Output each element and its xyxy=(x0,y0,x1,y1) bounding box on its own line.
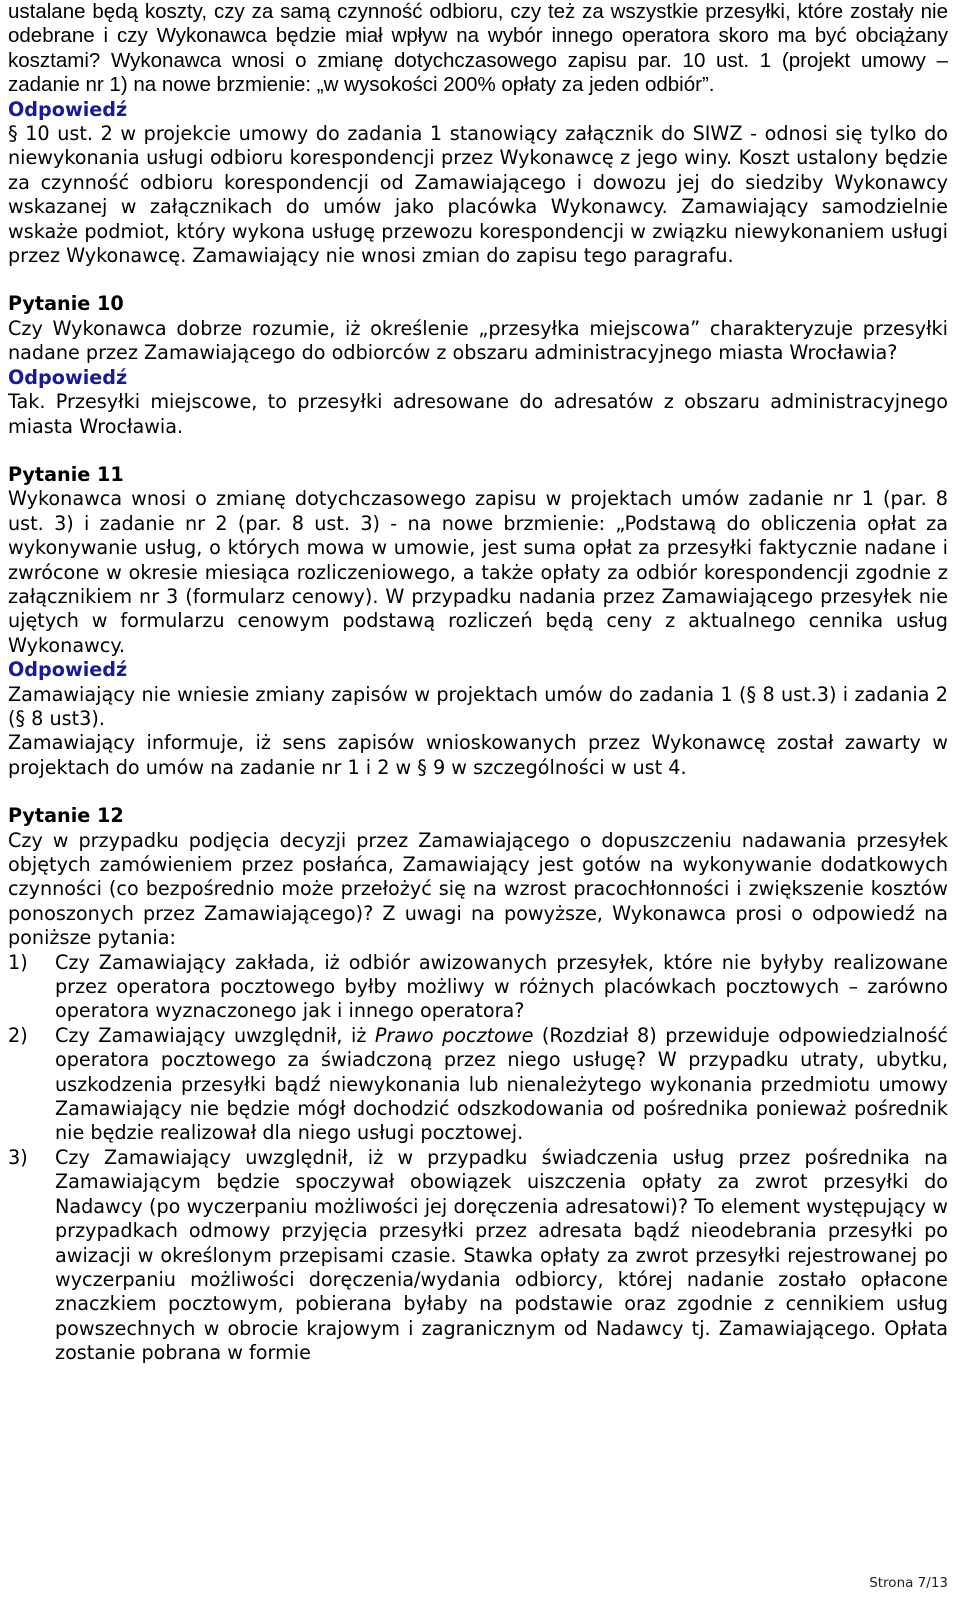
question-text: Czy Wykonawca dobrze rozumie, iż określenie „przesyłka miejscowa” charakteryzuje przesyłki nadane przez Zamawiającego do odbiorców z obszaru administracyjnego miasta Wrocławia? xyxy=(8,316,948,365)
list-item-number: 1) xyxy=(8,950,28,974)
question-10-section xyxy=(8,292,948,438)
list-item-text xyxy=(55,1024,948,1146)
list-item xyxy=(8,1024,948,1146)
list-item-number: 2) xyxy=(8,1023,28,1047)
list-item-text-end: (Rozdział 8) przewiduje odpowiedzialność operatora pocztowego za świadczoną przez niego usługę? W przypadku utraty, ubytku, uszkodzenia przesyłki bądź niewykonania lub nienależytego wykonania przedmiotu umowy Zamawiający nie będzie mógł dochodzić odszkodowania od pośrednika ponieważ pośrednik nie będzie realizował dla niego usługi pocztowej. xyxy=(55,1023,948,1145)
page-number: Strona 7/13 xyxy=(869,1574,948,1591)
question-title: Pytanie 10 xyxy=(8,292,124,316)
question-12-section xyxy=(8,804,948,1365)
answer-label: Odpowiedź xyxy=(8,97,128,121)
answer-label: Odpowiedź xyxy=(8,365,128,389)
law-name-italic: Prawo pocztowe xyxy=(374,1023,534,1047)
list-item-number: 3) xyxy=(8,1145,28,1169)
answer-paragraph: Tak. Przesyłki miejscowe, to przesyłki adresowane do adresatów z obszaru administracyjnego miasta Wrocławia. xyxy=(8,390,948,438)
list-item xyxy=(8,951,948,1024)
question-title: Pytanie 12 xyxy=(8,804,124,828)
answer-paragraph: § 10 ust. 2 w projekcie umowy do zadania 1 stanowiący załącznik do SIWZ - odnosi się tylko do niewykonania usługi odbioru korespondencji przez Wykonawcę z jego winy. Koszt ustalony będzie za czynność odbioru korespondencji od Zamawiającego i dowozu jej do siedziby Wykonawcy wskazanej w załącznikach do umów jako placówka Wykonawcy. Zamawiający samodzielnie wskaże podmiot, który wykona usługę przewozu korespondencji w związku niewykonaniem usługi przez Wykonawcę. Zamawiający nie wnosi zmian do zapisu tego paragrafu. xyxy=(8,122,948,268)
intro-paragraph: ustalane będą koszty, czy za samą czynność odbioru, czy też za wszystkie przesyłki, które zostały nie odebrane i czy Wykonawca będzie miał wpływ na wybór innego operatora skoro ma być obciążany kosztami? Wykonawca wnosi o zmianę dotychczasowego zapisu par. 10 ust. 1 (projekt umowy – zadanie nr 1) na nowe brzmienie: „w wysokości 200% opłaty za jeden odbiór”. xyxy=(8,0,948,97)
question-text: Czy w przypadku podjęcia decyzji przez Zamawiającego o dopuszczeniu nadawania przesyłek objętych zamówieniem przez posłańca, Zamawiający jest gotów na wykonywanie dodatkowych czynności (co bezpośrednio może przełożyć się na wzrost pracochłonności i zwiększenie kosztów ponoszonych przez Zamawiającego)? Z uwagi na powyższe, Wykonawca prosi o odpowiedź na poniższe pytania: xyxy=(8,828,948,950)
intro-section xyxy=(8,0,948,268)
list-item-text-start: Czy Zamawiający uwzględnił, iż xyxy=(55,1023,375,1047)
question-11-section xyxy=(8,463,948,780)
list-item-text: Czy Zamawiający zakłada, iż odbiór awizowanych przesyłek, które nie byłyby realizowane przez operatora pocztowego byłby możliwy w różnych placówkach pocztowych – zarówno operatora wyznaczonego jak i innego operatora? xyxy=(55,950,948,1023)
question-text: Wykonawca wnosi o zmianę dotychczasowego zapisu w projektach umów zadanie nr 1 (par. 8 ust. 3) i zadanie nr 2 (par. 8 ust. 3) - na nowe brzmienie: „Podstawą do obliczenia opłat za wykonywanie usług, o których mowa w umowie, jest suma opłat za przesyłki faktycznie nadane i zwrócone w okresie miesiąca rozliczeniowego, a także opłaty za odbiór korespondencji zgodnie z załącznikiem nr 3 (formularz cenowy). W przypadku nadania przez Zamawiającego przesyłek nie ujętych w formularzu cenowym podstawą rozliczeń będą ceny z aktualnego cennika usług Wykonawcy. xyxy=(8,487,948,657)
question-title: Pytanie 11 xyxy=(8,462,124,486)
sub-question-list xyxy=(8,951,948,1366)
answer-paragraph: Zamawiający informuje, iż sens zapisów wnioskowanych przez Wykonawcę został zawarty w projektach do umów na zadanie nr 1 i 2 w § 9 w szczególności w ust 4. xyxy=(8,731,948,779)
answer-paragraph: Zamawiający nie wniesie zmiany zapisów w projektach umów do zadania 1 (§ 8 ust.3) i zadania 2 (§ 8 ust3). xyxy=(8,682,948,730)
answer-label: Odpowiedź xyxy=(8,658,128,682)
list-item xyxy=(8,1146,948,1366)
list-item-text: Czy Zamawiający uwzględnił, iż w przypadku świadczenia usług przez pośrednika na Zamawiającym będzie spoczywał obowiązek uiszczenia opłaty za zwrot przesyłki do Nadawcy (po wyczerpaniu możliwości jej doręczenia adresatowi)? To element występujący w przypadkach odmowy przyjęcia przesyłki przez adresata bądź nieodebrania przesyłki po awizacji w określonym przepisami czasie. Stawka opłaty za zwrot przesyłki rejestrowanej po wyczerpaniu możliwości doręczenia/wydania odbiorcy, której nadanie zostało opłacone znaczkiem pocztowym, pobierana byłaby na podstawie oraz zgodnie z cennikiem usług powszechnych w obrocie krajowym i zagranicznym od Nadawcy tj. Zamawiającego. Opłata zostanie pobrana w formie xyxy=(55,1145,948,1365)
